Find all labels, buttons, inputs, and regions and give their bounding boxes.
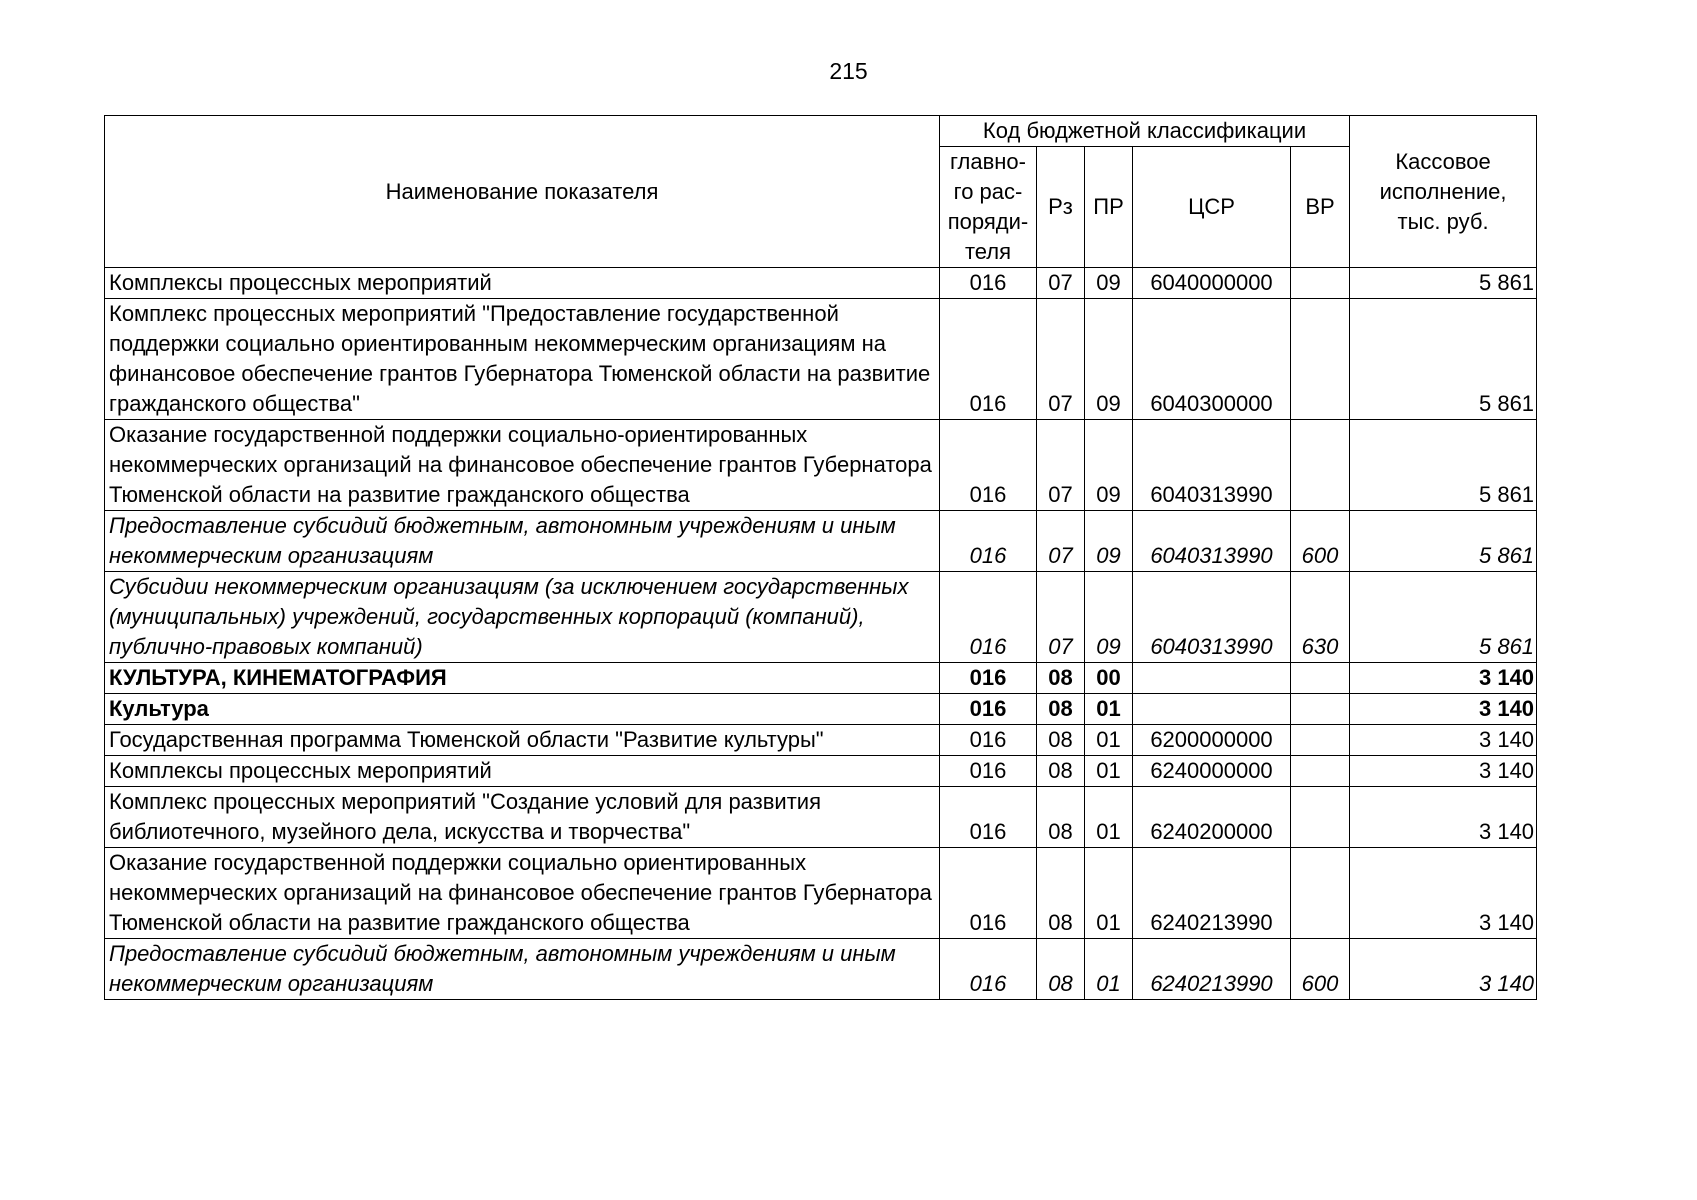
cell-pr: 01 — [1085, 787, 1133, 848]
header-grbs-line: теля — [964, 239, 1012, 264]
cell-amount: 3 140 — [1350, 725, 1537, 756]
cell-name: Комплекс процессных мероприятий "Создание условий для развития библиотечного, музейного дела, искусства и творчества" — [105, 787, 940, 848]
cell-pr: 09 — [1085, 420, 1133, 511]
header-grbs — [940, 147, 1037, 268]
header-grbs-line: го рас- — [953, 179, 1023, 204]
cell-pr: 01 — [1085, 939, 1133, 1000]
cell-pr: 01 — [1085, 725, 1133, 756]
cell-vr — [1291, 787, 1350, 848]
cell-grbs: 016 — [940, 268, 1037, 299]
page-number: 215 — [829, 58, 868, 84]
cell-amount: 3 140 — [1350, 694, 1537, 725]
header-vr: ВР — [1291, 147, 1350, 268]
cell-vr: 630 — [1291, 572, 1350, 663]
cell-csr: 6040313990 — [1133, 572, 1291, 663]
cell-name: Предоставление субсидий бюджетным, автономным учреждениям и иным некоммерческим организациям — [105, 939, 940, 1000]
cell-grbs: 016 — [940, 663, 1037, 694]
cell-grbs: 016 — [940, 420, 1037, 511]
table-row — [105, 572, 1537, 663]
cell-amount: 5 861 — [1350, 511, 1537, 572]
cell-vr — [1291, 756, 1350, 787]
cell-vr: 600 — [1291, 939, 1350, 1000]
cell-grbs: 016 — [940, 848, 1037, 939]
cell-name: Оказание государственной поддержки социально-ориентированных некоммерческих организаций на финансовое обеспечение грантов Губернатора Тюменской области на развитие гражданского общества — [105, 420, 940, 511]
cell-pr: 01 — [1085, 694, 1133, 725]
cell-amount: 3 140 — [1350, 848, 1537, 939]
cell-csr: 6240200000 — [1133, 787, 1291, 848]
cell-amount: 5 861 — [1350, 268, 1537, 299]
cell-amount: 5 861 — [1350, 299, 1537, 420]
cell-csr: 6040000000 — [1133, 268, 1291, 299]
cell-csr: 6040313990 — [1133, 511, 1291, 572]
cell-grbs: 016 — [940, 787, 1037, 848]
cell-csr: 6200000000 — [1133, 725, 1291, 756]
cell-csr: 6040300000 — [1133, 299, 1291, 420]
cell-vr — [1291, 725, 1350, 756]
cell-csr: 6240213990 — [1133, 939, 1291, 1000]
cell-rz: 08 — [1037, 694, 1085, 725]
cell-pr: 09 — [1085, 511, 1133, 572]
header-amount-line: Кассовое — [1395, 148, 1491, 174]
table-row — [105, 420, 1537, 511]
cell-name: Культура — [105, 694, 940, 725]
cell-rz: 08 — [1037, 939, 1085, 1000]
cell-vr — [1291, 420, 1350, 511]
cell-amount: 3 140 — [1350, 787, 1537, 848]
cell-csr: 6240213990 — [1133, 848, 1291, 939]
cell-grbs: 016 — [940, 756, 1037, 787]
budget-table — [104, 115, 1537, 1000]
cell-name: Оказание государственной поддержки социально ориентированных некоммерческих организаций на финансовое обеспечение грантов Губернатора Тюменской области на развитие гражданского общества — [105, 848, 940, 939]
cell-amount: 3 140 — [1350, 663, 1537, 694]
table-row — [105, 725, 1537, 756]
table-row — [105, 939, 1537, 1000]
header-pr: ПР — [1085, 147, 1133, 268]
cell-grbs: 016 — [940, 939, 1037, 1000]
cell-rz: 08 — [1037, 663, 1085, 694]
cell-amount: 5 861 — [1350, 420, 1537, 511]
table-row — [105, 756, 1537, 787]
cell-grbs: 016 — [940, 572, 1037, 663]
cell-amount: 3 140 — [1350, 939, 1537, 1000]
table-row — [105, 663, 1537, 694]
cell-vr — [1291, 663, 1350, 694]
cell-vr: 600 — [1291, 511, 1350, 572]
cell-name: Субсидии некоммерческим организациям (за исключением государственных (муниципальных) учреждений, государственных корпораций (компаний), публично-правовых компаний) — [105, 572, 940, 663]
header-csr: ЦСР — [1133, 147, 1291, 268]
cell-rz: 08 — [1037, 756, 1085, 787]
cell-rz: 08 — [1037, 787, 1085, 848]
header-amount-line: исполнение, — [1379, 178, 1507, 204]
cell-rz: 08 — [1037, 725, 1085, 756]
cell-amount: 3 140 — [1350, 756, 1537, 787]
cell-rz: 07 — [1037, 420, 1085, 511]
cell-name: Комплекс процессных мероприятий "Предоставление государственной поддержки социально ориентированным некоммерческим организациям на финансовое обеспечение грантов Губернатора Тюменской области на развитие гражданского общества" — [105, 299, 940, 420]
cell-csr — [1133, 694, 1291, 725]
cell-pr: 09 — [1085, 299, 1133, 420]
cell-pr: 01 — [1085, 756, 1133, 787]
cell-csr — [1133, 663, 1291, 694]
cell-rz: 07 — [1037, 268, 1085, 299]
cell-vr — [1291, 299, 1350, 420]
cell-grbs: 016 — [940, 694, 1037, 725]
table-body — [105, 268, 1537, 1000]
table-row — [105, 694, 1537, 725]
table-header — [105, 116, 1537, 268]
cell-name: Комплексы процессных мероприятий — [105, 268, 940, 299]
cell-amount: 5 861 — [1350, 572, 1537, 663]
cell-grbs: 016 — [940, 299, 1037, 420]
cell-name: Государственная программа Тюменской области "Развитие культуры" — [105, 725, 940, 756]
cell-rz: 07 — [1037, 299, 1085, 420]
cell-name: Предоставление субсидий бюджетным, автономным учреждениям и иным некоммерческим организациям — [105, 511, 940, 572]
header-name: Наименование показателя — [105, 116, 940, 268]
header-amount-line: тыс. руб. — [1397, 208, 1489, 234]
header-amount — [1350, 116, 1537, 268]
cell-csr: 6040313990 — [1133, 420, 1291, 511]
cell-vr — [1291, 694, 1350, 725]
header-classification-group: Код бюджетной классификации — [940, 116, 1350, 147]
table-row — [105, 268, 1537, 299]
cell-rz: 07 — [1037, 511, 1085, 572]
table-row — [105, 848, 1537, 939]
header-grbs-line: поряди- — [947, 209, 1029, 234]
cell-pr: 09 — [1085, 268, 1133, 299]
cell-pr: 00 — [1085, 663, 1133, 694]
table-row — [105, 299, 1537, 420]
header-grbs-line: главно- — [949, 149, 1026, 174]
cell-name: КУЛЬТУРА, КИНЕМАТОГРАФИЯ — [105, 663, 940, 694]
cell-grbs: 016 — [940, 511, 1037, 572]
header-rz: Рз — [1037, 147, 1085, 268]
cell-pr: 09 — [1085, 572, 1133, 663]
cell-vr — [1291, 268, 1350, 299]
table-row — [105, 787, 1537, 848]
cell-grbs: 016 — [940, 725, 1037, 756]
cell-rz: 07 — [1037, 572, 1085, 663]
cell-vr — [1291, 848, 1350, 939]
cell-pr: 01 — [1085, 848, 1133, 939]
cell-rz: 08 — [1037, 848, 1085, 939]
table-row — [105, 511, 1537, 572]
cell-csr: 6240000000 — [1133, 756, 1291, 787]
cell-name: Комплексы процессных мероприятий — [105, 756, 940, 787]
